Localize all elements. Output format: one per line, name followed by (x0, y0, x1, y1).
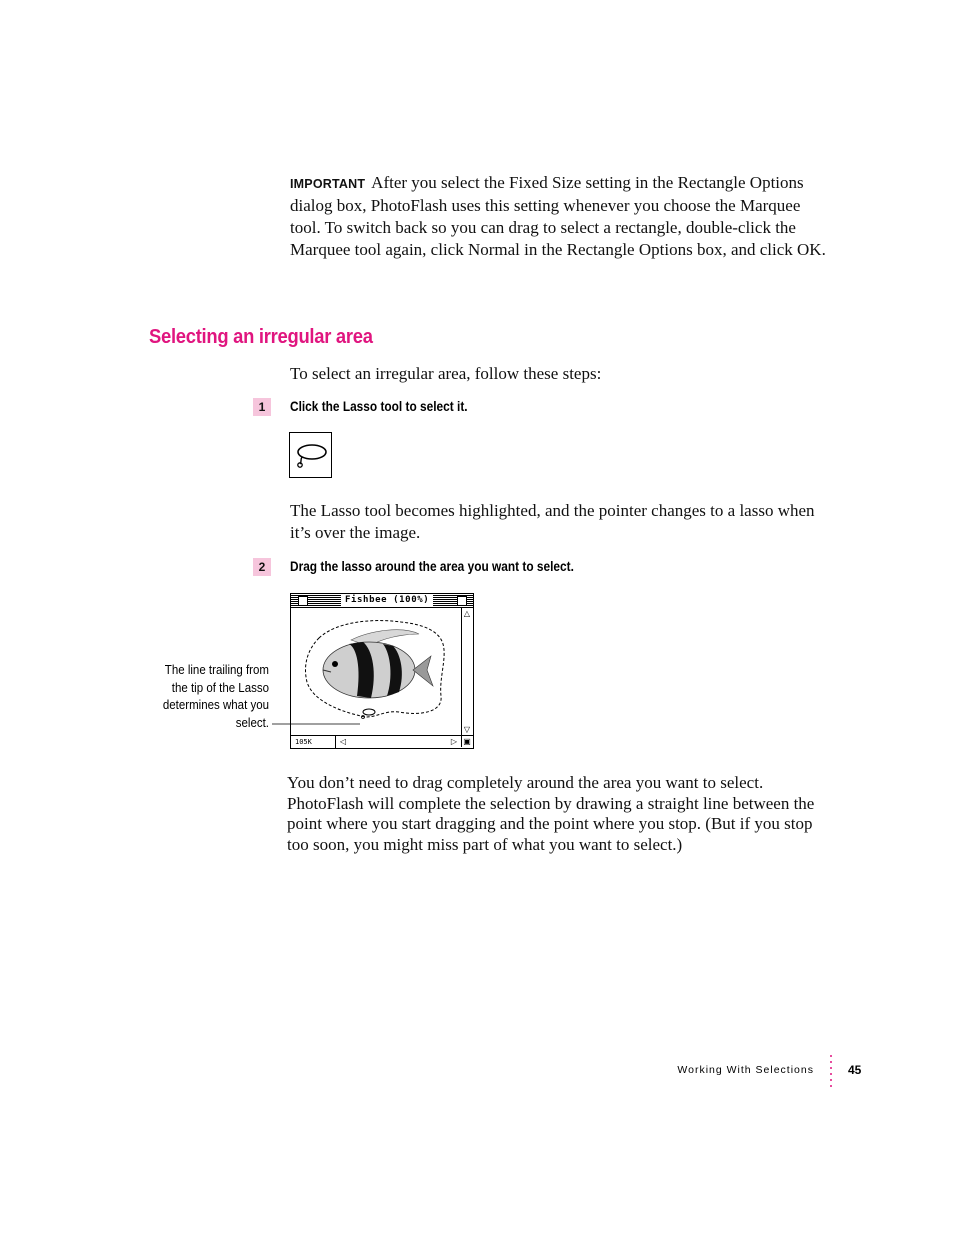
status-size: 105K (291, 736, 336, 748)
zoom-box-icon[interactable] (457, 596, 467, 606)
figure-callout: The line trailing from the tip of the Lasso determines what you select. (162, 663, 269, 730)
scroll-down-arrow-icon[interactable]: ▽ (463, 725, 471, 734)
step-text: Click the Lasso tool to select it. (290, 399, 468, 414)
step-number: 2 (253, 558, 271, 576)
section-heading: Selecting an irregular area (149, 326, 373, 348)
window-title: Fishbee (100%) (341, 594, 433, 607)
section-intro: To select an irregular area, follow these steps: (290, 364, 602, 383)
scroll-right-arrow-icon[interactable]: ▷ (450, 737, 458, 746)
step-text: Drag the lasso around the area you want to select. (290, 559, 574, 574)
horizontal-scrollbar[interactable] (291, 735, 473, 748)
chapter-title: Working With Selections (677, 1064, 814, 1076)
lasso-result-text: The Lasso tool becomes highlighted, and the pointer changes to a lasso when it’s over the image. (290, 501, 815, 542)
footer-dot-rule (830, 1055, 833, 1091)
page-number: 45 (848, 1063, 862, 1077)
important-text: After you select the Fixed Size setting in the Rectangle Options dialog box, PhotoFlash uses this setting whenever you choose the Marquee tool. To switch back so you can drag to select a rectangle, double-click the Marquee tool again, click Normal in the Rectangle Options box, and click OK. (290, 173, 826, 259)
window-titlebar[interactable] (291, 594, 473, 608)
grow-box-icon[interactable]: ▣ (461, 736, 472, 747)
lasso-tool-icon[interactable] (289, 432, 332, 478)
important-note (290, 172, 830, 261)
closing-paragraph: You don’t need to drag completely around the area you want to select. PhotoFlash will complete the selection by drawing a straight line between the point where you start dragging and the point where you stop. (But if you stop too soon, you might miss part of what you want to select.) (287, 773, 815, 854)
scroll-left-arrow-icon[interactable]: ◁ (339, 737, 347, 746)
step-number: 1 (253, 398, 271, 416)
scroll-up-arrow-icon[interactable]: △ (463, 609, 471, 618)
callout-leader-line (270, 716, 370, 728)
important-label: IMPORTANT (290, 177, 366, 191)
vertical-scrollbar[interactable] (461, 608, 473, 735)
close-box-icon[interactable] (298, 596, 308, 606)
